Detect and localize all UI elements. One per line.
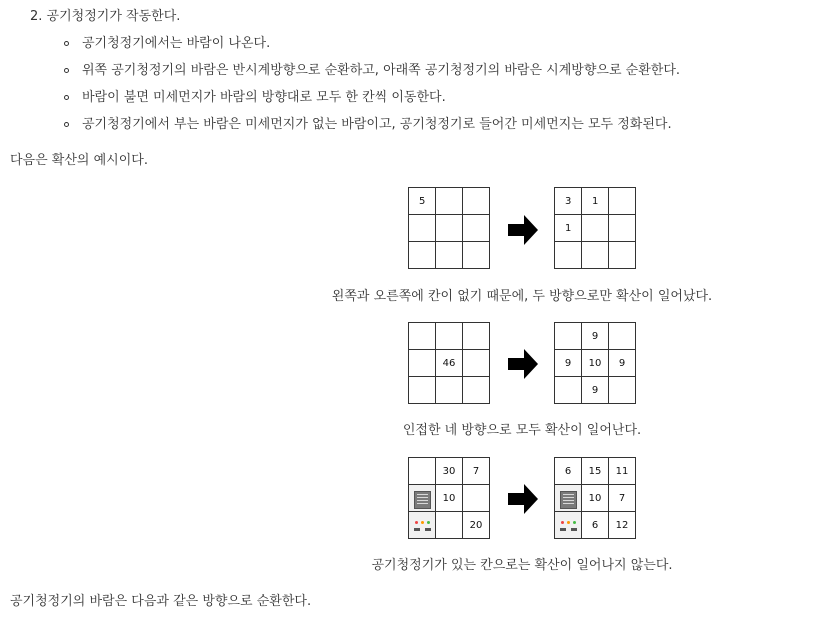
grid-cell: 1 [555, 215, 582, 242]
air-purifier-icon [560, 491, 577, 509]
grid-cell [609, 377, 636, 404]
grid-cell [436, 377, 463, 404]
grid-cell: 10 [582, 485, 609, 512]
air-purifier-base-icon [559, 516, 578, 534]
grid-cell [463, 377, 490, 404]
grid-cell [436, 188, 463, 215]
grid-cell [609, 323, 636, 350]
grid-cell: 9 [582, 323, 609, 350]
bullet-icon [64, 68, 69, 73]
example-1-before-grid [408, 187, 490, 269]
right-arrow-icon [508, 215, 538, 245]
grid-cell: 12 [609, 512, 636, 539]
example-3-caption: 공기청정기가 있는 칸으로는 확산이 일어나지 않는다. [371, 558, 673, 573]
grid-cell: 5 [409, 188, 436, 215]
grid-cell [582, 242, 609, 269]
grid-cell: 9 [555, 350, 582, 377]
grid-cell [463, 323, 490, 350]
example-2-caption: 인접한 네 방향으로 모두 확산이 일어난다. [402, 423, 642, 438]
grid-cell [436, 323, 463, 350]
air-purifier-top-cell [409, 485, 436, 512]
air-purifier-bottom-cell [409, 512, 436, 539]
grid-cell [582, 215, 609, 242]
air-purifier-base-icon [413, 516, 432, 534]
grid-cell [409, 323, 436, 350]
air-purifier-top-cell [555, 485, 582, 512]
grid-cell: 10 [436, 485, 463, 512]
grid-cell [436, 242, 463, 269]
air-purifier-icon [414, 491, 431, 509]
air-purifier-bottom-cell [555, 512, 582, 539]
grid-cell: 6 [582, 512, 609, 539]
example-1-caption: 왼쪽과 오른쪽에 칸이 없기 때문에, 두 방향으로만 확산이 일어났다. [331, 289, 713, 304]
grid-cell: 6 [555, 458, 582, 485]
grid-cell [609, 242, 636, 269]
bullet-icon [64, 122, 69, 127]
grid-cell: 9 [609, 350, 636, 377]
grid-cell: 30 [436, 458, 463, 485]
grid-cell [463, 485, 490, 512]
bullet-icon [64, 41, 69, 46]
grid-cell [463, 350, 490, 377]
grid-cell [555, 377, 582, 404]
grid-cell: 1 [582, 188, 609, 215]
grid-cell [409, 458, 436, 485]
grid-cell [609, 215, 636, 242]
right-arrow-icon [508, 484, 538, 514]
bullet-item-1: 공기청정기에서는 바람이 나온다. [82, 36, 271, 51]
example-1-after-grid [554, 187, 636, 269]
grid-cell [436, 215, 463, 242]
grid-cell [463, 215, 490, 242]
grid-cell: 46 [436, 350, 463, 377]
grid-cell: 7 [463, 458, 490, 485]
grid-cell: 15 [582, 458, 609, 485]
grid-cell [463, 188, 490, 215]
outro-text: 공기청정기의 바람은 다음과 같은 방향으로 순환한다. [10, 594, 312, 609]
grid-cell: 7 [609, 485, 636, 512]
grid-cell [436, 512, 463, 539]
bullet-item-2: 위쪽 공기청정기의 바람은 반시계방향으로 순환하고, 아래쪽 공기청정기의 바람은 시계방향으로 순환한다. [82, 63, 681, 78]
bullet-item-4: 공기청정기에서 부는 바람은 미세먼지가 없는 바람이고, 공기청정기로 들어간 미세먼지는 모두 정화된다. [82, 117, 672, 132]
grid-cell [555, 242, 582, 269]
bullet-icon [64, 95, 69, 100]
grid-cell: 3 [555, 188, 582, 215]
example-3-before-grid [408, 457, 490, 539]
step-title: 2. 공기청정기가 작동한다. [30, 9, 181, 24]
grid-cell: 20 [463, 512, 490, 539]
right-arrow-icon [508, 349, 538, 379]
grid-cell [409, 242, 436, 269]
example-2-before-grid [408, 322, 490, 404]
grid-cell: 9 [582, 377, 609, 404]
grid-cell: 10 [582, 350, 609, 377]
grid-cell [409, 350, 436, 377]
bullet-item-3: 바람이 불면 미세먼지가 바람의 방향대로 모두 한 칸씩 이동한다. [82, 90, 446, 105]
grid-cell [409, 215, 436, 242]
example-2-after-grid [554, 322, 636, 404]
grid-cell [609, 188, 636, 215]
grid-cell [463, 242, 490, 269]
example-3-after-grid [554, 457, 636, 539]
grid-cell: 11 [609, 458, 636, 485]
grid-cell [409, 377, 436, 404]
intro-text: 다음은 확산의 예시이다. [10, 153, 148, 168]
grid-cell [555, 323, 582, 350]
